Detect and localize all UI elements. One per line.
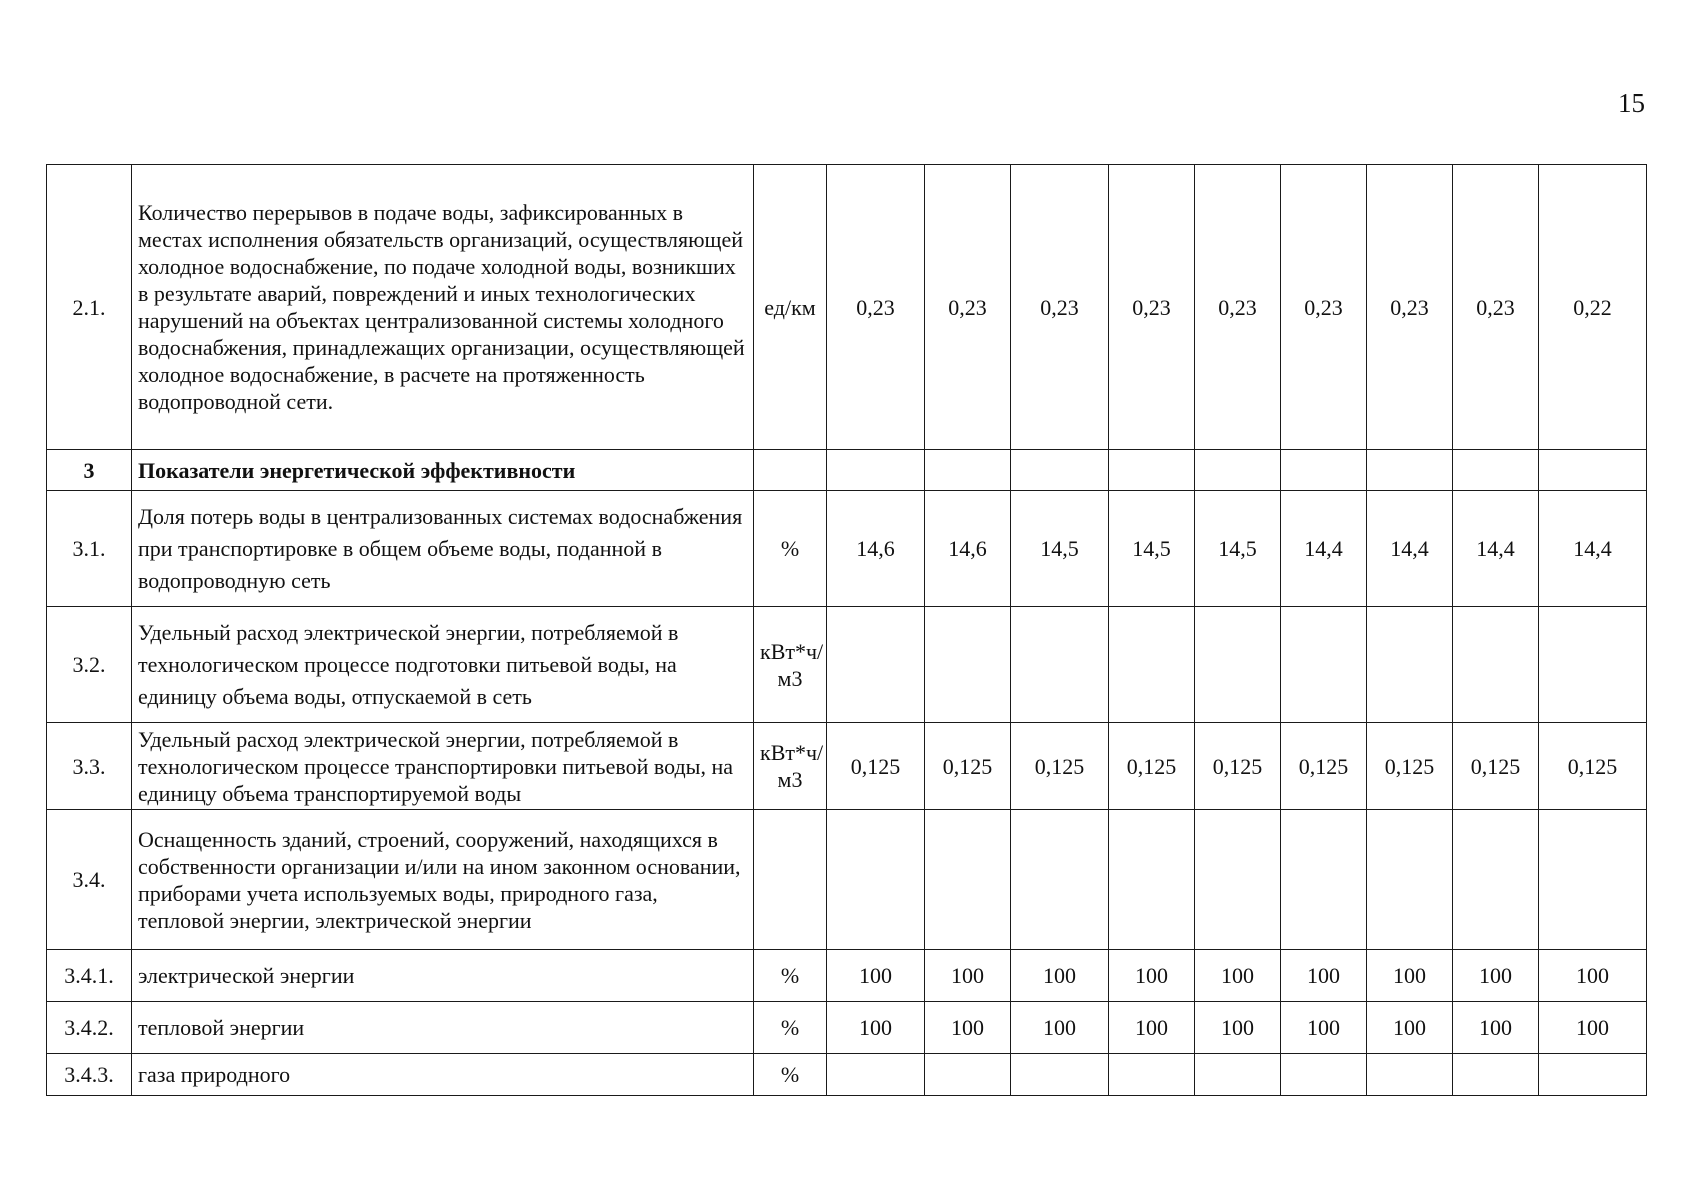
indicator-name: тепловой энергии bbox=[132, 1002, 754, 1054]
value-cell bbox=[1539, 607, 1647, 723]
value-cell: 0,125 bbox=[1539, 723, 1647, 810]
value-cell: 0,23 bbox=[1011, 165, 1109, 450]
row-number: 3.2. bbox=[47, 607, 132, 723]
unit-cell: % bbox=[754, 491, 827, 607]
unit-cell bbox=[754, 450, 827, 491]
value-cell bbox=[827, 1054, 925, 1096]
value-cell: 14,5 bbox=[1195, 491, 1281, 607]
value-cell bbox=[1539, 810, 1647, 950]
value-cell bbox=[1281, 607, 1367, 723]
value-cell: 0,23 bbox=[1453, 165, 1539, 450]
row-number: 3 bbox=[47, 450, 132, 491]
value-cell: 0,23 bbox=[1109, 165, 1195, 450]
value-cell: 0,125 bbox=[1367, 723, 1453, 810]
page-number: 15 bbox=[1618, 88, 1645, 118]
value-cell bbox=[1367, 450, 1453, 491]
value-cell: 0,125 bbox=[1453, 723, 1539, 810]
value-cell bbox=[827, 450, 925, 491]
unit-cell: кВт*ч/м3 bbox=[754, 723, 827, 810]
value-cell bbox=[925, 810, 1011, 950]
value-cell bbox=[1109, 450, 1195, 491]
value-cell bbox=[1195, 810, 1281, 950]
indicator-name: газа природного bbox=[132, 1054, 754, 1096]
indicator-name: Удельный расход электрической энергии, потребляемой в технологическом процессе подготовки питьевой воды, на единицу объема воды, отпускаемой в сеть bbox=[132, 607, 754, 723]
indicator-name: Доля потерь воды в централизованных системах водоснабжения при транспортировке в общем объеме воды, поданной в водопроводную сеть bbox=[132, 491, 754, 607]
value-cell: 100 bbox=[827, 1002, 925, 1054]
value-cell bbox=[1011, 810, 1109, 950]
value-cell bbox=[1011, 450, 1109, 491]
row-number: 2.1. bbox=[47, 165, 132, 450]
unit-cell: % bbox=[754, 950, 827, 1002]
value-cell bbox=[925, 607, 1011, 723]
value-cell: 100 bbox=[827, 950, 925, 1002]
row-number: 3.4.1. bbox=[47, 950, 132, 1002]
unit-cell bbox=[754, 810, 827, 950]
row-number: 3.4.2. bbox=[47, 1002, 132, 1054]
value-cell: 14,4 bbox=[1453, 491, 1539, 607]
row-number: 3.4. bbox=[47, 810, 132, 950]
row-number: 3.3. bbox=[47, 723, 132, 810]
value-cell: 0,22 bbox=[1539, 165, 1647, 450]
value-cell: 14,4 bbox=[1539, 491, 1647, 607]
table-row bbox=[47, 607, 1647, 723]
value-cell: 0,125 bbox=[1281, 723, 1367, 810]
unit-cell: % bbox=[754, 1002, 827, 1054]
table-row bbox=[47, 165, 1647, 450]
value-cell: 100 bbox=[1453, 950, 1539, 1002]
value-cell bbox=[1195, 1054, 1281, 1096]
value-cell: 100 bbox=[1011, 950, 1109, 1002]
value-cell bbox=[1539, 450, 1647, 491]
value-cell: 100 bbox=[925, 950, 1011, 1002]
value-cell: 100 bbox=[1109, 1002, 1195, 1054]
row-number: 3.4.3. bbox=[47, 1054, 132, 1096]
value-cell: 14,6 bbox=[827, 491, 925, 607]
value-cell: 14,5 bbox=[1011, 491, 1109, 607]
value-cell bbox=[827, 810, 925, 950]
table-row bbox=[47, 491, 1647, 607]
table-row bbox=[47, 1054, 1647, 1096]
indicator-name: Количество перерывов в подаче воды, зафиксированных в местах исполнения обязательств организаций, осуществляющей холодное водоснабжение, по подаче холодной воды, возникших в результате аварий, повреждений и иных технологических нарушений на объектах централизованной системы холодного водоснабжения, принадлежащих организации, осуществляющей холодное водоснабжение, в расчете на протяженность водопроводной сети. bbox=[132, 165, 754, 450]
value-cell bbox=[1109, 810, 1195, 950]
value-cell: 100 bbox=[1453, 1002, 1539, 1054]
value-cell bbox=[1109, 607, 1195, 723]
value-cell bbox=[827, 607, 925, 723]
unit-cell: кВт*ч/м3 bbox=[754, 607, 827, 723]
value-cell: 100 bbox=[925, 1002, 1011, 1054]
value-cell bbox=[1539, 1054, 1647, 1096]
section-title: Показатели энергетической эффективности bbox=[132, 450, 754, 491]
value-cell bbox=[1453, 607, 1539, 723]
value-cell: 0,125 bbox=[1109, 723, 1195, 810]
value-cell bbox=[1367, 1054, 1453, 1096]
value-cell bbox=[1109, 1054, 1195, 1096]
value-cell bbox=[1281, 450, 1367, 491]
value-cell bbox=[1367, 810, 1453, 950]
value-cell: 14,4 bbox=[1367, 491, 1453, 607]
value-cell: 100 bbox=[1109, 950, 1195, 1002]
value-cell bbox=[1281, 810, 1367, 950]
value-cell: 100 bbox=[1195, 950, 1281, 1002]
value-cell bbox=[1453, 450, 1539, 491]
indicators-table bbox=[46, 164, 1647, 1096]
value-cell: 100 bbox=[1281, 950, 1367, 1002]
value-cell: 0,125 bbox=[925, 723, 1011, 810]
value-cell: 0,125 bbox=[827, 723, 925, 810]
value-cell: 0,23 bbox=[827, 165, 925, 450]
value-cell: 0,23 bbox=[1367, 165, 1453, 450]
value-cell bbox=[1453, 1054, 1539, 1096]
value-cell: 0,23 bbox=[1281, 165, 1367, 450]
value-cell: 0,125 bbox=[1011, 723, 1109, 810]
unit-cell: % bbox=[754, 1054, 827, 1096]
value-cell bbox=[1011, 607, 1109, 723]
value-cell bbox=[1195, 450, 1281, 491]
value-cell: 14,6 bbox=[925, 491, 1011, 607]
table-row bbox=[47, 1002, 1647, 1054]
value-cell bbox=[1195, 607, 1281, 723]
value-cell: 0,125 bbox=[1195, 723, 1281, 810]
value-cell: 100 bbox=[1539, 950, 1647, 1002]
row-number: 3.1. bbox=[47, 491, 132, 607]
table-row bbox=[47, 950, 1647, 1002]
unit-cell: ед/км bbox=[754, 165, 827, 450]
value-cell bbox=[925, 1054, 1011, 1096]
section-row bbox=[47, 450, 1647, 491]
table-row bbox=[47, 723, 1647, 810]
value-cell: 14,4 bbox=[1281, 491, 1367, 607]
value-cell: 100 bbox=[1281, 1002, 1367, 1054]
indicator-name: Оснащенность зданий, строений, сооружений, находящихся в собственности организации и/или на ином законном основании, приборами учета используемых воды, природного газа, тепловой энергии, электрической энергии bbox=[132, 810, 754, 950]
value-cell: 100 bbox=[1011, 1002, 1109, 1054]
value-cell bbox=[1281, 1054, 1367, 1096]
indicator-name: Удельный расход электрической энергии, потребляемой в технологическом процессе транспортировки питьевой воды, на единицу объема транспортируемой воды bbox=[132, 723, 754, 810]
value-cell bbox=[1453, 810, 1539, 950]
table-row bbox=[47, 810, 1647, 950]
value-cell bbox=[1367, 607, 1453, 723]
value-cell: 100 bbox=[1367, 1002, 1453, 1054]
value-cell: 100 bbox=[1195, 1002, 1281, 1054]
value-cell bbox=[925, 450, 1011, 491]
indicator-name: электрической энергии bbox=[132, 950, 754, 1002]
value-cell: 100 bbox=[1539, 1002, 1647, 1054]
value-cell bbox=[1011, 1054, 1109, 1096]
value-cell: 0,23 bbox=[1195, 165, 1281, 450]
value-cell: 14,5 bbox=[1109, 491, 1195, 607]
value-cell: 0,23 bbox=[925, 165, 1011, 450]
value-cell: 100 bbox=[1367, 950, 1453, 1002]
